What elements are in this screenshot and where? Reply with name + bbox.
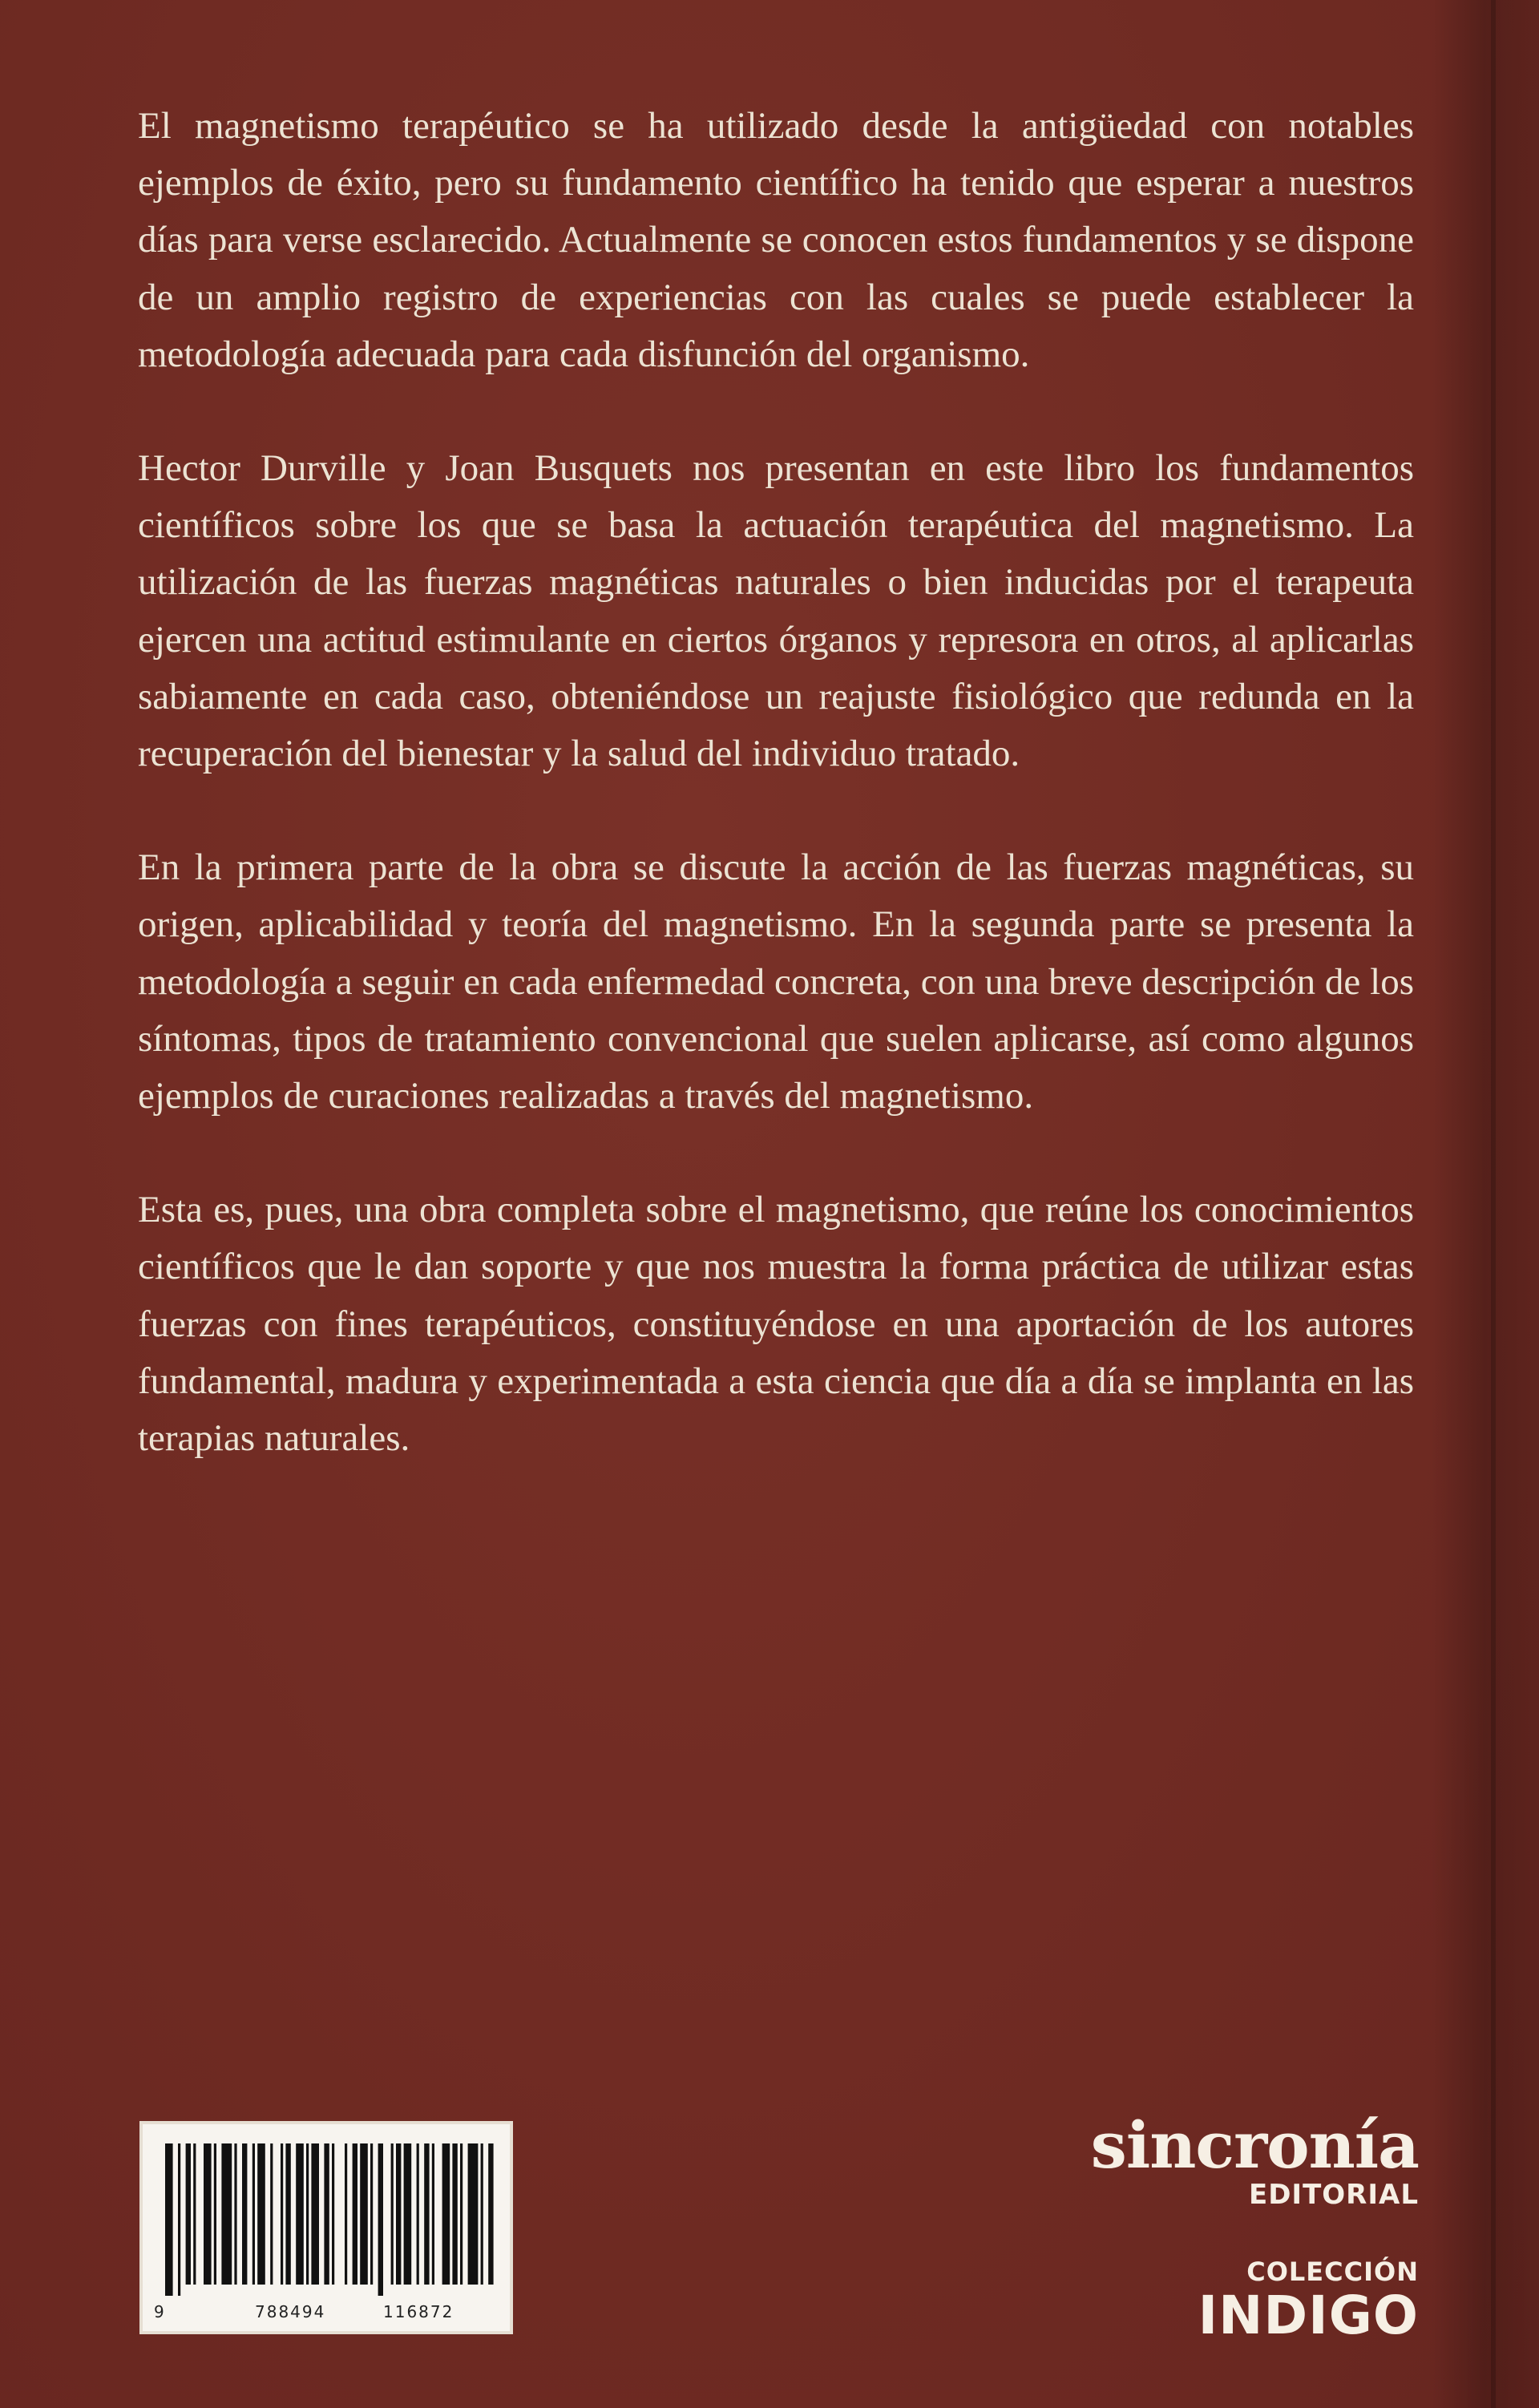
barcode-bar: [488, 2143, 493, 2285]
barcode-bar: [442, 2143, 450, 2285]
barcode-bar: [391, 2143, 394, 2285]
barcode-bar: [178, 2143, 180, 2296]
publisher-logo: [1066, 2107, 1419, 2346]
barcode-bar: [370, 2143, 373, 2285]
barcode-bar: [324, 2143, 329, 2285]
barcode-bar: [296, 2143, 304, 2285]
barcode-bar: [468, 2143, 479, 2285]
spine-shadow: [1491, 0, 1496, 2408]
barcode-lead-digit: 9: [154, 2302, 166, 2321]
barcode-bar: [360, 2143, 368, 2285]
barcode-bar: [396, 2143, 401, 2285]
barcode-bar: [285, 2143, 290, 2285]
barcode-bar: [242, 2143, 247, 2285]
barcode-bar: [193, 2143, 196, 2285]
isbn-barcode: [139, 2121, 513, 2334]
blurb-paragraph-1: El magnetismo terapéutico se ha utilizado desde la antigüedad con notables ejemplos de éxito, pero su fundamento científico ha tenido que esperar a nuestros días para verse esclarecido. Actualmente se conocen estos fundamentos y se dispone de un amplio registro de experiencias con las cuales se puede establecer la metodología adecuada para cada disfunción del organismo.: [138, 105, 1414, 375]
barcode-bar: [306, 2143, 309, 2285]
blurb-paragraph-3: En la primera parte de la obra se discute la acción de las fuerzas magnéticas, su origen, aplicabilidad y teoría del magnetismo. En la segunda parte se presenta la metodología a seguir en cada enfermedad concreta, con una breve descripción de los síntomas, tipos de tratamiento convencional que suelen aplicarse, así como algunos ejemplos de curaciones realizadas a través del magnetismo.: [138, 846, 1414, 1117]
barcode-bar: [234, 2143, 236, 2285]
barcode-bar: [460, 2143, 463, 2285]
collection-label: COLECCIÓN: [1246, 2256, 1419, 2287]
blurb-text: [138, 98, 1414, 1524]
blurb-paragraph-2: Hector Durville y Joan Busquets nos presentan en este libro los fundamentos científicos sobre los que se basa la actuación terapéutica del magnetismo. La utilización de las fuerzas magnéticas naturales o bien inducidas por el terapeuta ejercen una actitud estimulante en ciertos órganos y represora en otros, al aplicarlas sabiamente en cada caso, obteniéndose un reajuste fisiológico que redunda en la recuperación del bienestar y la salud del individuo tratado.: [138, 447, 1414, 775]
barcode-bar: [424, 2143, 429, 2285]
barcode-bar: [481, 2143, 483, 2285]
barcode-bar: [257, 2143, 265, 2285]
barcode-bar: [252, 2143, 255, 2285]
barcode-bar: [432, 2143, 434, 2285]
barcode-bar: [345, 2143, 347, 2285]
barcode-bar: [404, 2143, 412, 2285]
barcode-bar: [165, 2143, 173, 2296]
barcode-bars: [154, 2143, 502, 2296]
blurb-paragraph-4: Esta es, pues, una obra completa sobre el magnetismo, que reúne los conocimientos científicos que le dan soporte y que nos muestra la forma práctica de utilizar estas fuerzas con fines terapéuticos, constituyéndose en una aportación de los autores fundamental, madura y experimentada a esta ciencia que día a día se implanta en las terapias naturales.: [138, 1189, 1414, 1460]
barcode-bar: [281, 2143, 283, 2285]
barcode-bar: [378, 2143, 383, 2296]
publisher-sub: EDITORIAL: [1248, 2179, 1419, 2211]
collection-name: INDIGO: [1198, 2285, 1419, 2346]
barcode-bar: [311, 2143, 319, 2285]
publisher-name: sincronía: [1090, 2107, 1419, 2183]
barcode-right-digits: 116872: [383, 2302, 454, 2321]
barcode-bar: [417, 2143, 419, 2285]
barcode-bar: [332, 2143, 334, 2285]
barcode-bar: [221, 2143, 232, 2285]
barcode-bar: [270, 2143, 273, 2285]
barcode-bar: [214, 2143, 216, 2285]
barcode-bar: [204, 2143, 212, 2285]
barcode-left-digits: 788494: [255, 2302, 326, 2321]
barcode-bar: [452, 2143, 457, 2285]
barcode-bar: [353, 2143, 357, 2285]
barcode-bar: [186, 2143, 191, 2285]
